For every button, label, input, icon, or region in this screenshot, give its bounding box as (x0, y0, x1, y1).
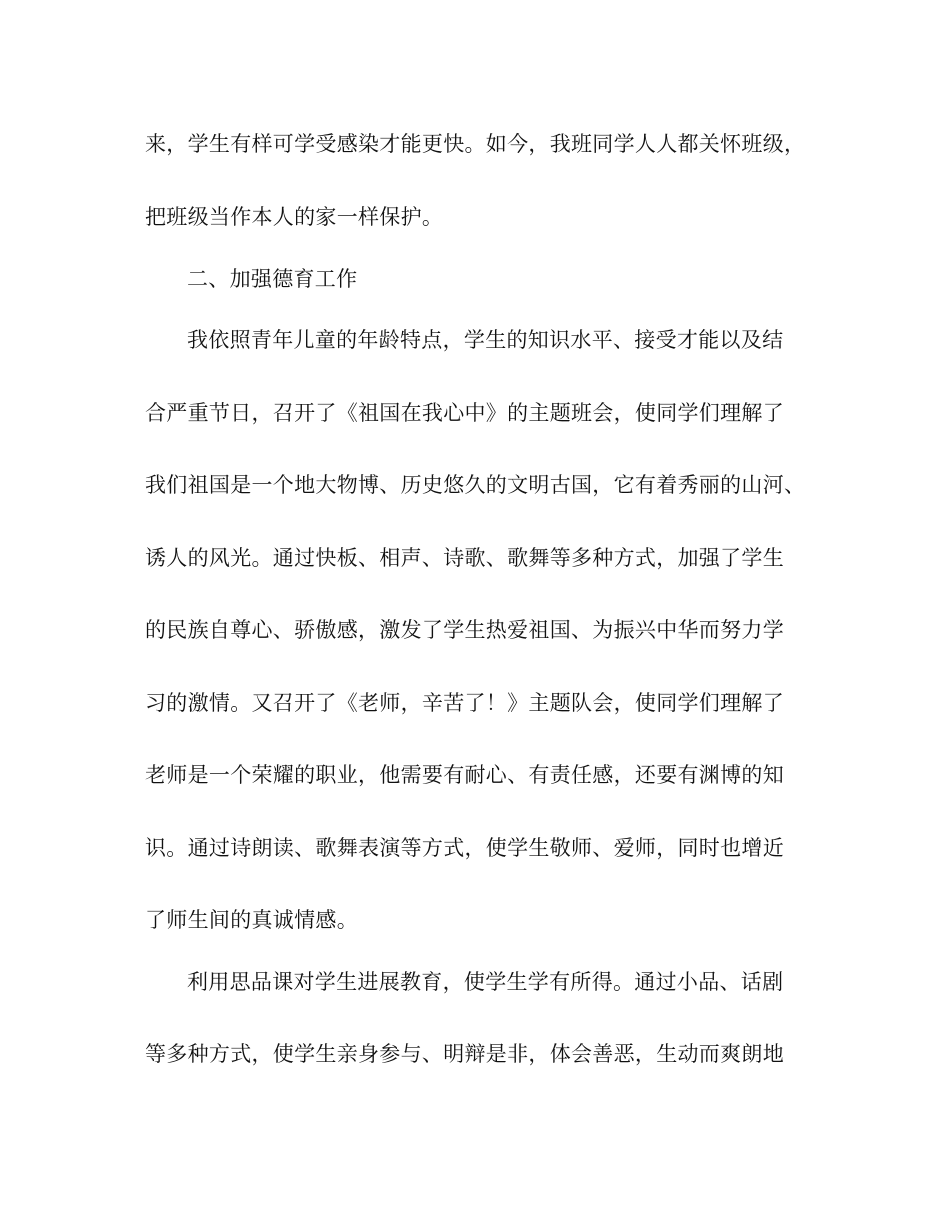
text-line: 老师是一个荣耀的职业，他需要有耐心、有责任感，还要有渊博的知 (145, 763, 784, 787)
paragraph-first-line: 利用思品课对学生进展教育，使学生学有所得。通过小品、话剧 (187, 970, 784, 994)
paragraph-first-line: 我依照青年儿童的年龄特点，学生的知识水平、接受才能以及结 (187, 328, 784, 352)
text-line: 把班级当作本人的家一样保护。 (145, 205, 444, 229)
text-line: 等多种方式，使学生亲身参与、明辩是非，体会善恶，生动而爽朗地 (145, 1042, 784, 1066)
text-line: 习的激情。又召开了《老师，辛苦了！》主题队会，使同学们理解了 (145, 691, 784, 715)
text-line: 合严重节日，召开了《祖国在我心中》的主题班会，使同学们理解了 (145, 401, 784, 425)
text-line: 的民族自尊心、骄傲感，激发了学生热爱祖国、为振兴中华而努力学 (145, 618, 784, 642)
text-line: 了师生间的真诚情感。 (145, 908, 358, 932)
text-line: 来，学生有样可学受感染才能更快。如今，我班同学人人都关怀班级， (145, 132, 806, 156)
text-line: 识。通过诗朗读、歌舞表演等方式，使学生敬师、爱师，同时也增近 (145, 836, 784, 860)
text-line: 诱人的风光。通过快板、相声、诗歌、歌舞等多种方式，加强了学生 (145, 546, 784, 570)
text-line: 我们祖国是一个地大物博、历史悠久的文明古国，它有着秀丽的山河、 (145, 473, 806, 497)
section-heading: 二、加强德育工作 (187, 267, 358, 291)
